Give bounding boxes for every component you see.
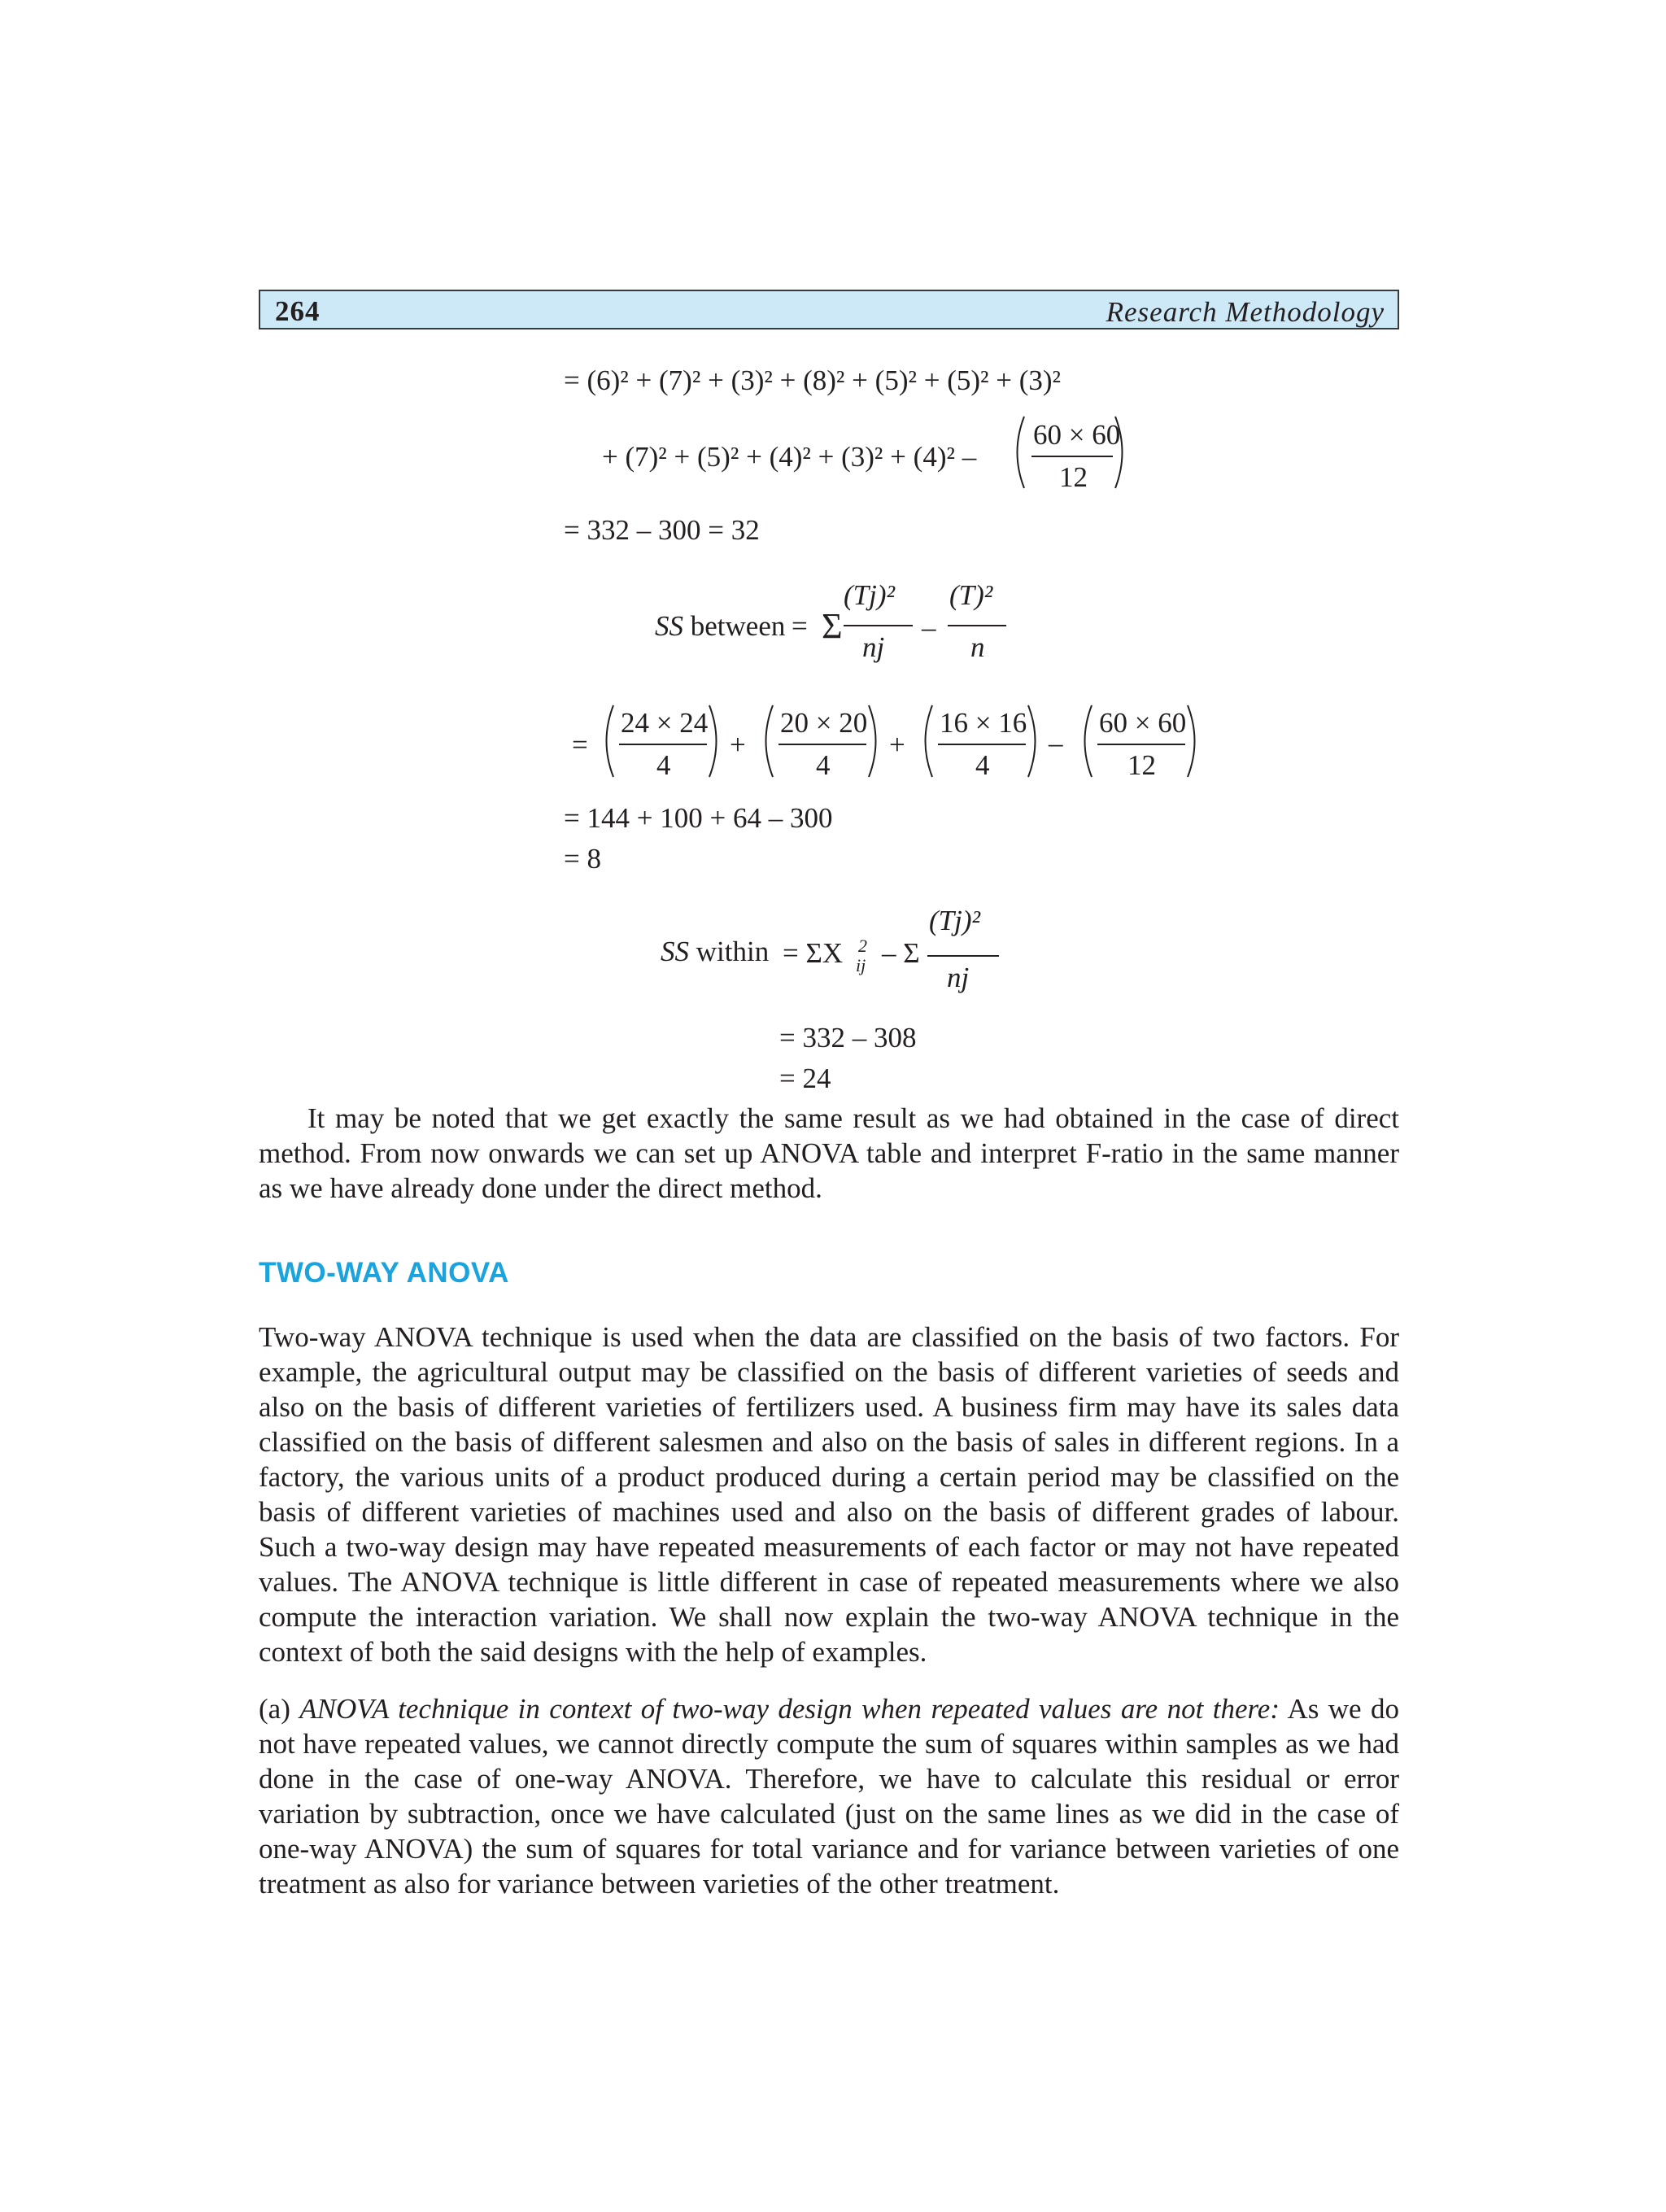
denominator-nj: nj: [947, 962, 970, 993]
superscript-2: 2: [858, 936, 867, 956]
sigma-symbol: Σ: [822, 606, 843, 646]
paragraph-3-body: As we do not have repeated values, we cannot directly compute the sum of squares within samples as we had done in the case of one-way ANOVA. Therefore, we have to calculate this residual or error variation by subtraction, once we have calculated (just on the same lines as we did in the case of one-way ANOVA) the sum of squares for total variance and for variance between varieties of one treatment as also for variance between varieties of the other treatment.: [259, 1693, 1400, 1900]
left-paren-icon: [1076, 704, 1094, 779]
fraction-bar: [844, 625, 913, 626]
paren-fraction: [1009, 415, 1131, 493]
ss-between-label: SS between: [655, 610, 786, 642]
fraction-bar: [619, 744, 707, 745]
fraction-numerator: 60 × 60: [1099, 707, 1187, 739]
equals-sign: =: [792, 610, 808, 642]
paragraph-2: Two-way ANOVA technique is used when the data are classified on the basis of two factors. For example, the agricultural output may be classified on the basis of different varieties of seeds and also on the basis of different varieties of fertilizers used. A business firm may have its sales data classified on the basis of different salesmen and also on the basis of sales in different regions. In a factory, the various units of a product produced during a certain period may be classified on the basis of different varieties of machines used and also on the basis of different grades of labour. Such a two-way design may have repeated measurements of each factor or may not have repeated values. The ANOVA technique is little different in case of repeated measurements where we also compute the interaction variation. We shall now explain the two-way ANOVA technique in the context of both the said designs with the help of examples.: [259, 1321, 1399, 1668]
ss-between-formula: [655, 569, 1021, 667]
fraction-numerator: 60 × 60: [1033, 419, 1121, 451]
total-ss-line-2-terms: + (7)² + (5)² + (4)² + (3)² + (4)² –: [602, 441, 977, 473]
ss-within-result: = 24: [779, 1062, 831, 1094]
section-heading: TWO-WAY ANOVA: [259, 1257, 509, 1289]
ss-within-formula: [661, 895, 1010, 1001]
fraction-numerator: 16 × 16: [940, 707, 1027, 739]
paragraph-3-label: (a): [259, 1693, 290, 1725]
numerator-t-squared: (T)²: [949, 579, 993, 611]
left-paren-icon: [757, 704, 775, 779]
paragraph-3: [259, 1691, 1399, 1901]
numerator-tj-squared: (Tj)²: [844, 579, 895, 611]
paren-fraction-1: [598, 704, 720, 779]
fraction-bar: [1031, 456, 1113, 457]
fraction-bar: [948, 625, 1006, 626]
total-ss-line-2: [602, 415, 1147, 496]
total-ss-result: = 332 – 300 = 32: [564, 514, 760, 546]
subscript-ij: ij: [856, 955, 866, 975]
plus-sign: +: [730, 729, 746, 761]
sum-x-squared: = ΣX: [783, 937, 844, 969]
fraction-bar: [1097, 744, 1185, 745]
fraction-denominator: 4: [816, 749, 831, 781]
paragraph-1: It may be noted that we get exactly the same result as we had obtained in the case of direct method. From now onwards we can set up ANOVA table and interpret F-ratio in the same manner as we have already done under the direct method.: [259, 1102, 1399, 1204]
left-paren-icon: [1009, 415, 1027, 490]
running-title: Research Methodology: [1106, 296, 1385, 328]
fraction-denominator: 12: [1059, 461, 1088, 493]
right-paren-icon: [1026, 704, 1044, 779]
fraction-bar: [778, 744, 866, 745]
page-number: 264: [275, 295, 321, 327]
minus-sign: –: [1049, 727, 1063, 759]
right-paren-icon: [1113, 415, 1131, 490]
left-paren-icon: [917, 704, 935, 779]
ss-within-label: SS within: [661, 936, 770, 967]
denominator-nj: nj: [862, 631, 885, 663]
right-paren-icon: [707, 704, 725, 779]
equals-sign: =: [572, 729, 588, 761]
ss-between-result: = 8: [564, 843, 601, 875]
page-header: [259, 290, 1399, 329]
fraction-bar: [927, 955, 999, 957]
paragraph-3-italic-lead: ANOVA technique in context of two-way design when repeated values are not there:: [299, 1693, 1280, 1725]
plus-sign: +: [889, 729, 905, 761]
minus-sigma: – Σ: [882, 937, 920, 969]
numerator-tj-squared: (Tj)²: [929, 905, 980, 936]
right-paren-icon: [866, 704, 884, 779]
paren-fraction-3: [917, 704, 1039, 779]
fraction-numerator: 20 × 20: [780, 707, 868, 739]
fraction-denominator: 4: [656, 749, 671, 781]
ss-between-sum: = 144 + 100 + 64 – 300: [564, 802, 833, 834]
fraction-bar: [938, 744, 1026, 745]
paren-fraction-4: [1076, 704, 1198, 779]
fraction-numerator: 24 × 24: [621, 707, 709, 739]
paren-fraction-2: [757, 704, 879, 779]
denominator-n: n: [970, 631, 985, 663]
ss-within-diff: = 332 – 308: [779, 1022, 917, 1054]
minus-sign: –: [922, 612, 936, 644]
left-paren-icon: [598, 704, 616, 779]
ss-between-expansion: [564, 704, 1215, 785]
right-paren-icon: [1185, 704, 1203, 779]
fraction-denominator: 12: [1127, 749, 1156, 781]
fraction-denominator: 4: [975, 749, 990, 781]
total-ss-line-1: = (6)² + (7)² + (3)² + (8)² + (5)² + (5)² + (3)²: [564, 364, 1062, 396]
